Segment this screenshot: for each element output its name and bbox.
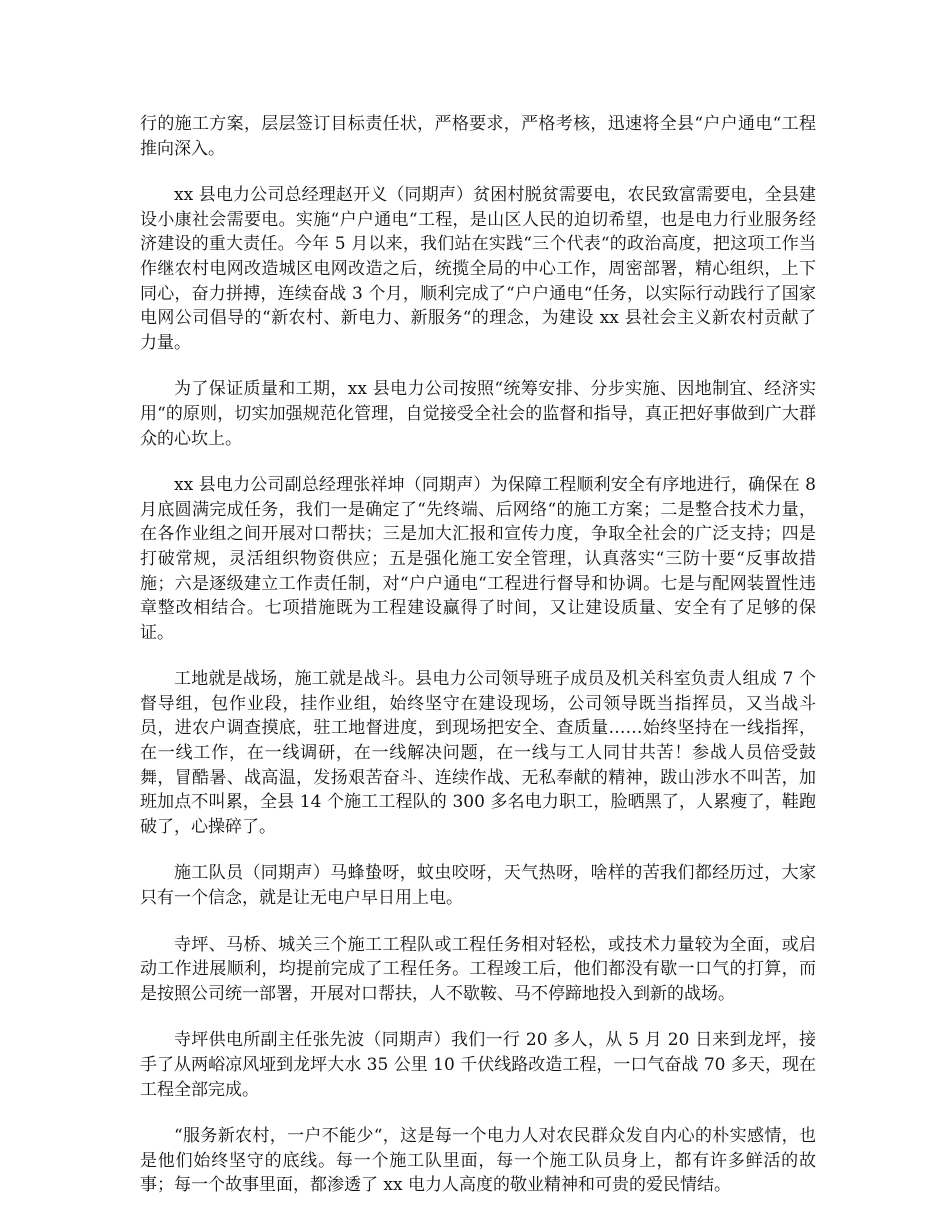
document-body — [140, 112, 816, 1220]
paragraph-construction-site: 工地就是战场，施工就是战斗。县电力公司领导班子成员及机关科室负责人组成 7 个督导组，包作业段，挂作业组，始终坚守在建设现场，公司领导既当指挥员，又当战斗员，进农户调查摸底，驻工地督进度，到现场把安全、查质量……始终坚持在一线指挥，在一线工作，在一线调研，在一线解决问题，在一线与工人同甘共苦！参战人员倍受鼓舞，冒酷暑、战高温，发扬艰苦奋斗、连续作战、无私奉献的精神，跋山涉水不叫苦，加班加点不叫累，全县 14 个施工工程队的 300 多名电力职工，脸晒黑了，人累瘦了，鞋跑破了，心操碎了。 — [140, 669, 816, 837]
paragraph-deputy-manager-quote: xx 县电力公司副总经理张祥坤（同期声）为保障工程顺利安全有序地进行，确保在 8 月底圆满完成任务，我们一是确定了“先终端、后网络“的施工方案；二是整合技术力量，在各作业组之间开展对口帮扶；三是加大汇报和宣传力度，争取全社会的广泛支持；四是打破常规，灵活组织物资供应；五是强化施工安全管理，认真落实“三防十要“反事故措施；六是逐级建立工作责任制，对“户户通电“工程进行督导和协调。七是与配网装置性违章整改相结合。七项措施既为工程建设赢得了时间，又让建设质量、安全有了足够的保证。 — [140, 475, 816, 643]
paragraph-supply-station-quote: 寺坪供电所副主任张先波（同期声）我们一行 20 多人，从 5 月 20 日来到龙坪，接手了从两峪凉风垭到龙坪大水 35 公里 10 千伏线路改造工程，一口气奋战 70 多天，现在工程全部完成。 — [140, 1030, 816, 1100]
paragraph-continuation: 行的施工方案，层层签订目标责任状，严格要求，严格考核，迅速将全县“户户通电“工程推向深入。 — [140, 114, 816, 159]
paragraph-quality-principles: 为了保证质量和工期，xx 县电力公司按照“统筹安排、分步实施、因地制宜、经济实用“的原则，切实加强规范化管理，自觉接受全社会的监督和指导，真正把好事做到广大群众的心坎上。 — [140, 379, 816, 449]
paragraph-worker-quote: 施工队员（同期声）马蜂蛰呀，蚊虫咬呀，天气热呀，啥样的苦我们都经历过，大家只有一个信念，就是让无电户早日用上电。 — [140, 863, 816, 909]
paragraph-teams-assistance: 寺坪、马桥、城关三个施工工程队或工程任务相对轻松，或技术力量较为全面，或启动工作进展顺利，均提前完成了工程任务。工程竣工后，他们都没有歇一口气的打算，而是按照公司统一部署，开展对口帮扶，人不歇鞍、马不停蹄地投入到新的战场。 — [140, 934, 816, 1004]
paragraph-general-manager-quote: xx 县电力公司总经理赵开义（同期声）贫困村脱贫需要电，农民致富需要电，全县建设小康社会需要电。实施“户户通电“工程，是山区人民的迫切希望，也是电力行业服务经济建设的重大责任。今年 5 月以来，我们站在实践“三个代表“的政治高度，把这项工作当作继农村电网改造城区电网改造之后，统揽全局的中心工作，周密部署，精心组织，上下同心，奋力拼搏，连续奋战 3 个月，顺利完成了“户户通电“任务，以实际行动践行了国家电网公司倡导的“新农村、新电力、新服务“的理念，为建设 xx 县社会主义新农村贡献了力量。 — [140, 185, 816, 353]
paragraph-closing: “服务新农村，一户不能少“，这是每一个电力人对农民群众发自内心的朴实感情，也是他们始终坚守的底线。每一个施工队里面，每一个施工队员身上，都有许多鲜活的故事；每一个故事里面，都渗透了 xx 电力人高度的敬业精神和可贵的爱民情结。 — [140, 1126, 816, 1196]
